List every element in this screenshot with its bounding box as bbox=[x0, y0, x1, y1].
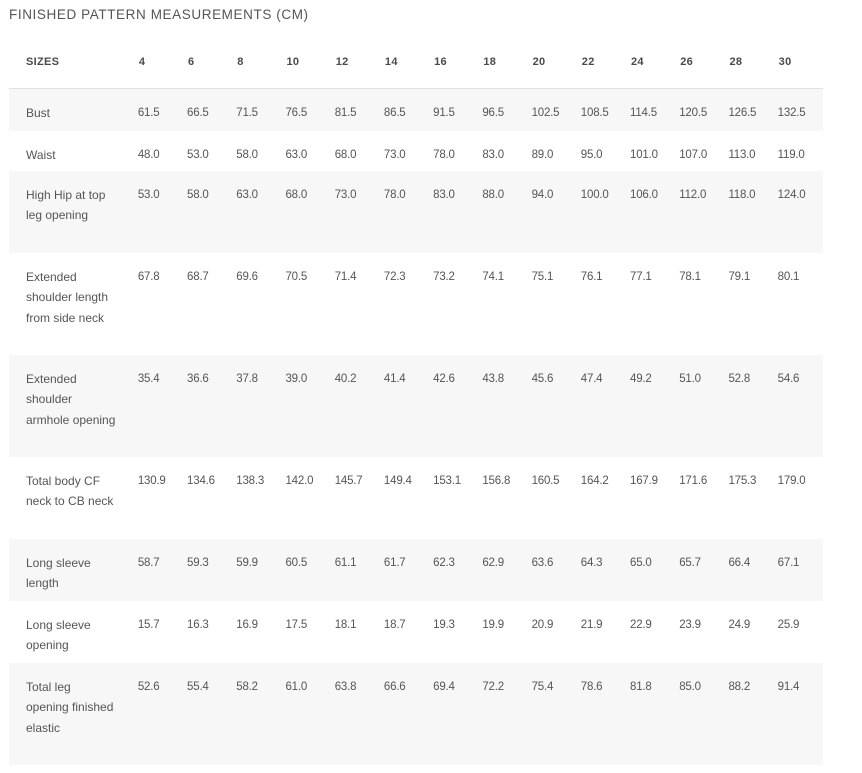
measurement-value: 45.6 bbox=[528, 355, 577, 457]
measurement-value: 80.1 bbox=[774, 253, 823, 355]
measurement-value: 65.0 bbox=[626, 539, 675, 601]
measurement-value: 138.3 bbox=[232, 457, 281, 539]
measurement-value: 20.9 bbox=[528, 601, 577, 663]
measurement-value: 22.9 bbox=[626, 601, 675, 663]
measurement-value: 53.0 bbox=[183, 131, 232, 171]
measurement-value: 79.1 bbox=[724, 253, 773, 355]
measurement-value: 124.0 bbox=[774, 171, 823, 253]
measurements-table bbox=[9, 36, 823, 765]
measurement-label: Long sleeve length bbox=[9, 539, 134, 601]
measurement-value: 94.0 bbox=[528, 171, 577, 253]
measurement-label: Total body CF neck to CB neck bbox=[9, 457, 134, 539]
measurement-value: 48.0 bbox=[134, 131, 183, 171]
measurement-value: 15.7 bbox=[134, 601, 183, 663]
measurement-value: 63.6 bbox=[528, 539, 577, 601]
measurement-value: 42.6 bbox=[429, 355, 478, 457]
measurement-value: 41.4 bbox=[380, 355, 429, 457]
measurement-value: 120.5 bbox=[675, 89, 724, 131]
table-row bbox=[9, 539, 823, 601]
measurement-value: 66.4 bbox=[724, 539, 773, 601]
measurement-value: 40.2 bbox=[331, 355, 380, 457]
size-header: 22 bbox=[577, 36, 626, 89]
measurement-value: 83.0 bbox=[478, 131, 527, 171]
measurement-value: 16.3 bbox=[183, 601, 232, 663]
measurement-value: 24.9 bbox=[724, 601, 773, 663]
size-header: 10 bbox=[281, 36, 330, 89]
measurement-value: 71.4 bbox=[331, 253, 380, 355]
measurement-value: 76.1 bbox=[577, 253, 626, 355]
measurement-value: 73.0 bbox=[380, 131, 429, 171]
table-row bbox=[9, 355, 823, 457]
measurement-value: 67.1 bbox=[774, 539, 823, 601]
measurement-value: 132.5 bbox=[774, 89, 823, 131]
measurement-value: 81.5 bbox=[331, 89, 380, 131]
measurement-value: 58.0 bbox=[183, 171, 232, 253]
measurement-value: 62.9 bbox=[478, 539, 527, 601]
measurement-value: 43.8 bbox=[478, 355, 527, 457]
table-row bbox=[9, 663, 823, 765]
measurement-value: 91.4 bbox=[774, 663, 823, 765]
measurement-label: Extended shoulder length from side neck bbox=[9, 253, 134, 355]
measurement-value: 91.5 bbox=[429, 89, 478, 131]
measurement-value: 16.9 bbox=[232, 601, 281, 663]
measurement-value: 78.0 bbox=[380, 171, 429, 253]
measurement-value: 68.7 bbox=[183, 253, 232, 355]
measurement-value: 86.5 bbox=[380, 89, 429, 131]
measurement-value: 75.4 bbox=[528, 663, 577, 765]
measurement-value: 67.8 bbox=[134, 253, 183, 355]
size-header: 6 bbox=[183, 36, 232, 89]
measurement-value: 72.2 bbox=[478, 663, 527, 765]
size-header: 30 bbox=[774, 36, 823, 89]
measurement-value: 108.5 bbox=[577, 89, 626, 131]
measurement-value: 69.6 bbox=[232, 253, 281, 355]
header-row bbox=[9, 36, 823, 89]
measurement-value: 71.5 bbox=[232, 89, 281, 131]
measurement-value: 19.3 bbox=[429, 601, 478, 663]
measurement-value: 65.7 bbox=[675, 539, 724, 601]
measurement-value: 62.3 bbox=[429, 539, 478, 601]
measurement-value: 175.3 bbox=[724, 457, 773, 539]
measurement-value: 130.9 bbox=[134, 457, 183, 539]
sizes-header: SIZES bbox=[9, 36, 134, 89]
measurement-value: 58.7 bbox=[134, 539, 183, 601]
measurement-value: 134.6 bbox=[183, 457, 232, 539]
measurement-label: Total leg opening finished elastic bbox=[9, 663, 134, 765]
measurement-value: 179.0 bbox=[774, 457, 823, 539]
measurement-value: 95.0 bbox=[577, 131, 626, 171]
measurement-value: 60.5 bbox=[281, 539, 330, 601]
measurement-value: 59.3 bbox=[183, 539, 232, 601]
measurement-value: 61.0 bbox=[281, 663, 330, 765]
measurement-value: 88.2 bbox=[724, 663, 773, 765]
measurement-value: 114.5 bbox=[626, 89, 675, 131]
measurement-value: 25.9 bbox=[774, 601, 823, 663]
measurement-label: Waist bbox=[9, 131, 134, 171]
measurement-value: 112.0 bbox=[675, 171, 724, 253]
measurement-label: High Hip at top leg opening bbox=[9, 171, 134, 253]
measurement-value: 37.8 bbox=[232, 355, 281, 457]
measurement-value: 102.5 bbox=[528, 89, 577, 131]
measurement-value: 69.4 bbox=[429, 663, 478, 765]
measurement-value: 107.0 bbox=[675, 131, 724, 171]
measurement-label: Extended shoulder armhole opening bbox=[9, 355, 134, 457]
measurement-value: 58.0 bbox=[232, 131, 281, 171]
measurement-value: 106.0 bbox=[626, 171, 675, 253]
measurement-value: 76.5 bbox=[281, 89, 330, 131]
measurement-value: 100.0 bbox=[577, 171, 626, 253]
measurement-value: 153.1 bbox=[429, 457, 478, 539]
size-header: 4 bbox=[134, 36, 183, 89]
measurement-value: 118.0 bbox=[724, 171, 773, 253]
measurement-value: 74.1 bbox=[478, 253, 527, 355]
measurement-value: 52.6 bbox=[134, 663, 183, 765]
measurement-value: 58.2 bbox=[232, 663, 281, 765]
measurement-value: 61.1 bbox=[331, 539, 380, 601]
measurement-value: 18.7 bbox=[380, 601, 429, 663]
measurement-value: 21.9 bbox=[577, 601, 626, 663]
measurement-label: Long sleeve opening bbox=[9, 601, 134, 663]
measurement-value: 51.0 bbox=[675, 355, 724, 457]
measurement-value: 63.0 bbox=[232, 171, 281, 253]
measurement-value: 73.2 bbox=[429, 253, 478, 355]
size-header: 26 bbox=[675, 36, 724, 89]
measurement-value: 167.9 bbox=[626, 457, 675, 539]
size-header: 28 bbox=[724, 36, 773, 89]
measurement-value: 73.0 bbox=[331, 171, 380, 253]
measurement-value: 18.1 bbox=[331, 601, 380, 663]
measurement-value: 160.5 bbox=[528, 457, 577, 539]
measurement-value: 72.3 bbox=[380, 253, 429, 355]
measurement-value: 35.4 bbox=[134, 355, 183, 457]
measurement-value: 149.4 bbox=[380, 457, 429, 539]
measurement-value: 145.7 bbox=[331, 457, 380, 539]
measurement-value: 39.0 bbox=[281, 355, 330, 457]
table-row bbox=[9, 131, 823, 171]
measurement-value: 66.6 bbox=[380, 663, 429, 765]
size-header: 8 bbox=[232, 36, 281, 89]
measurement-value: 53.0 bbox=[134, 171, 183, 253]
measurement-value: 49.2 bbox=[626, 355, 675, 457]
page-title: FINISHED PATTERN MEASUREMENTS (CM) bbox=[9, 7, 309, 22]
measurement-value: 52.8 bbox=[724, 355, 773, 457]
size-header: 14 bbox=[380, 36, 429, 89]
table-body bbox=[9, 89, 823, 765]
measurement-value: 142.0 bbox=[281, 457, 330, 539]
measurement-value: 113.0 bbox=[724, 131, 773, 171]
measurement-value: 171.6 bbox=[675, 457, 724, 539]
measurement-value: 77.1 bbox=[626, 253, 675, 355]
measurement-value: 78.6 bbox=[577, 663, 626, 765]
measurement-value: 54.6 bbox=[774, 355, 823, 457]
measurement-value: 156.8 bbox=[478, 457, 527, 539]
measurement-value: 78.0 bbox=[429, 131, 478, 171]
measurement-value: 61.7 bbox=[380, 539, 429, 601]
measurement-value: 59.9 bbox=[232, 539, 281, 601]
measurement-value: 96.5 bbox=[478, 89, 527, 131]
table-row bbox=[9, 253, 823, 355]
measurement-value: 164.2 bbox=[577, 457, 626, 539]
measurement-value: 85.0 bbox=[675, 663, 724, 765]
measurement-value: 81.8 bbox=[626, 663, 675, 765]
measurement-value: 36.6 bbox=[183, 355, 232, 457]
measurement-value: 23.9 bbox=[675, 601, 724, 663]
measurement-value: 55.4 bbox=[183, 663, 232, 765]
measurement-label: Bust bbox=[9, 89, 134, 131]
measurement-value: 68.0 bbox=[331, 131, 380, 171]
measurement-value: 83.0 bbox=[429, 171, 478, 253]
measurement-value: 119.0 bbox=[774, 131, 823, 171]
table-row bbox=[9, 601, 823, 663]
measurement-value: 64.3 bbox=[577, 539, 626, 601]
size-header: 12 bbox=[331, 36, 380, 89]
table-row bbox=[9, 89, 823, 131]
size-header: 16 bbox=[429, 36, 478, 89]
measurement-value: 70.5 bbox=[281, 253, 330, 355]
table-header bbox=[9, 36, 823, 89]
table-row bbox=[9, 171, 823, 253]
measurement-value: 89.0 bbox=[528, 131, 577, 171]
measurement-value: 61.5 bbox=[134, 89, 183, 131]
measurement-value: 75.1 bbox=[528, 253, 577, 355]
measurement-value: 101.0 bbox=[626, 131, 675, 171]
measurement-value: 66.5 bbox=[183, 89, 232, 131]
measurement-value: 63.0 bbox=[281, 131, 330, 171]
measurement-value: 47.4 bbox=[577, 355, 626, 457]
measurement-value: 63.8 bbox=[331, 663, 380, 765]
size-header: 24 bbox=[626, 36, 675, 89]
table-row bbox=[9, 457, 823, 539]
measurement-value: 126.5 bbox=[724, 89, 773, 131]
measurement-value: 17.5 bbox=[281, 601, 330, 663]
measurement-value: 68.0 bbox=[281, 171, 330, 253]
size-header: 18 bbox=[478, 36, 527, 89]
measurement-value: 78.1 bbox=[675, 253, 724, 355]
size-header: 20 bbox=[528, 36, 577, 89]
measurement-value: 19.9 bbox=[478, 601, 527, 663]
measurement-value: 88.0 bbox=[478, 171, 527, 253]
